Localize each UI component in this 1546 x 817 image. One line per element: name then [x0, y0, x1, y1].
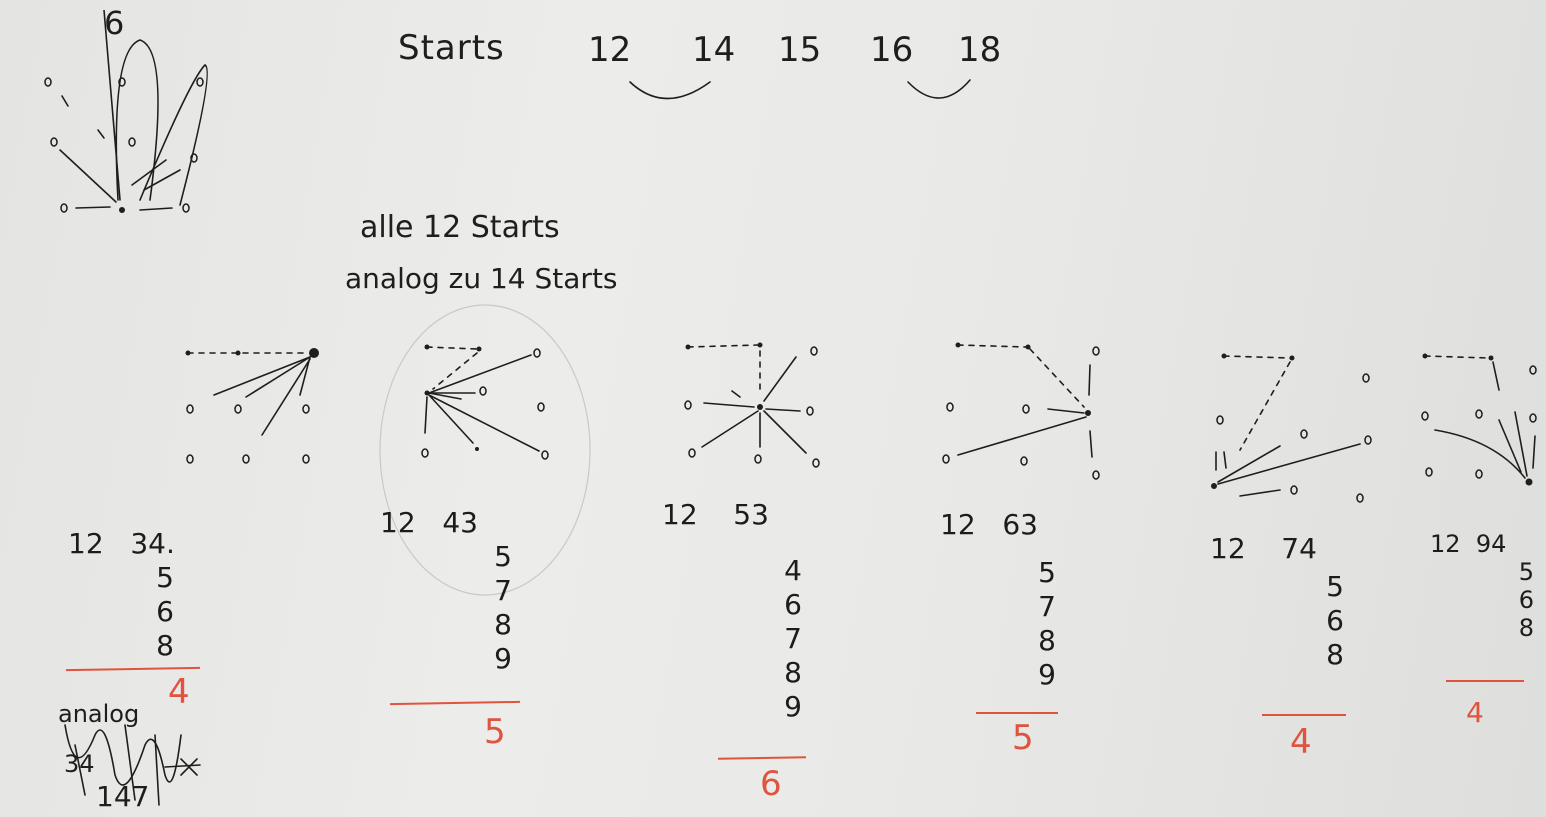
- column-4-value: 7: [1038, 590, 1056, 623]
- graph-sketch-2: [415, 335, 565, 475]
- column-6-value: 5: [1518, 558, 1534, 586]
- arc-12-14: [630, 82, 710, 99]
- start-number-16: 16: [870, 30, 914, 70]
- column-4-total: 5: [1012, 718, 1034, 758]
- count-column-4: [940, 508, 1070, 692]
- graph-sketch-6: [1415, 340, 1546, 490]
- count-column-1: [68, 527, 208, 663]
- arc-16-18: [908, 80, 970, 98]
- column-1-value: 5: [156, 561, 174, 594]
- column-6-underline: [1446, 680, 1524, 682]
- count-column-2: [380, 506, 520, 676]
- column-5-value: 6: [1326, 604, 1344, 637]
- column-2-head: 12: [380, 506, 416, 539]
- note-all-12-starts: alle 12 Starts: [360, 210, 560, 245]
- start-number-18: 18: [958, 30, 1002, 70]
- column-5-value: 8: [1326, 638, 1344, 671]
- column-2-second: 43: [442, 506, 478, 539]
- column-4-second: 63: [1002, 508, 1038, 541]
- column-5-value: 5: [1326, 570, 1344, 603]
- column-3-value: 7: [784, 622, 802, 655]
- graph-sketch-3: [680, 335, 830, 475]
- column-2-total: 5: [484, 712, 506, 752]
- column-1-underline: [66, 667, 200, 671]
- column-2-underline: [390, 701, 520, 705]
- column-3-total: 6: [760, 764, 782, 804]
- column-5-total: 4: [1290, 722, 1312, 762]
- column-6-head: 12: [1430, 530, 1461, 558]
- top-left-label: 6: [104, 4, 125, 42]
- column-1-value: 6: [156, 595, 174, 628]
- column-4-value: 5: [1038, 556, 1056, 589]
- scribble-number-147: 147: [96, 780, 150, 813]
- column-3-second: 53: [733, 498, 769, 531]
- count-column-3: [662, 498, 812, 724]
- column-2-value: 7: [494, 574, 512, 607]
- graph-sketch-4: [938, 335, 1103, 485]
- column-6-total: 4: [1466, 696, 1484, 729]
- column-4-head: 12: [940, 508, 976, 541]
- column-1-total: 4: [168, 672, 190, 712]
- column-2-value: 9: [494, 642, 512, 675]
- column-4-underline: [976, 712, 1058, 714]
- start-number-14: 14: [692, 30, 736, 70]
- starts-heading: Starts: [398, 28, 505, 68]
- column-4-value: 9: [1038, 658, 1056, 691]
- column-2-value: 8: [494, 608, 512, 641]
- column-3-value: 8: [784, 656, 802, 689]
- start-number-15: 15: [778, 30, 822, 70]
- pairing-arcs: [620, 70, 1000, 120]
- column-1-value: 8: [156, 629, 174, 662]
- start-number-12: 12: [588, 30, 632, 70]
- column-6-value: 6: [1518, 586, 1534, 614]
- column-4-value: 8: [1038, 624, 1056, 657]
- scribble-number-34: 34: [64, 750, 95, 778]
- column-5-second: 74: [1281, 532, 1317, 565]
- bottom-left-scribble: [55, 705, 205, 815]
- column-3-underline: [718, 756, 806, 760]
- column-1-second: 34.: [130, 527, 175, 560]
- count-column-6: [1430, 530, 1540, 642]
- graph-sketch-1: [180, 335, 330, 475]
- column-5-underline: [1262, 714, 1346, 716]
- graph-sketch-5: [1200, 340, 1380, 510]
- column-3-value: 4: [784, 554, 802, 587]
- top-left-graph-sketch: [40, 10, 240, 230]
- column-6-value: 8: [1518, 614, 1534, 642]
- column-3-value: 6: [784, 588, 802, 621]
- column-1-head: 12: [68, 527, 104, 560]
- column-2-value: 5: [494, 540, 512, 573]
- column-3-value: 9: [784, 690, 802, 723]
- count-column-5: [1210, 532, 1350, 672]
- scribble-word-analog: analog: [58, 700, 140, 728]
- column-5-head: 12: [1210, 532, 1246, 565]
- column-6-second: 94: [1475, 530, 1507, 558]
- note-analog-14-starts: analog zu 14 Starts: [345, 262, 618, 295]
- column-3-head: 12: [662, 498, 698, 531]
